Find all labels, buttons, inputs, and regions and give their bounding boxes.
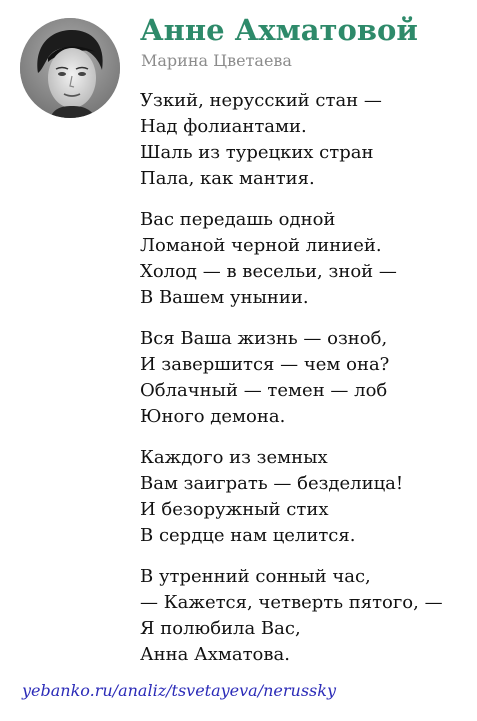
portrait-photo-icon xyxy=(20,18,120,118)
poem-line: Пала, как мантия. xyxy=(140,168,315,189)
poem-line: И безоружный стих xyxy=(140,499,329,520)
poem-stanza xyxy=(140,207,470,311)
poem-stanza xyxy=(140,564,470,668)
poem-stanza xyxy=(140,445,470,549)
poem-line: Юного демона. xyxy=(140,406,286,427)
poem-line: Над фолиантами. xyxy=(140,116,307,137)
poem-line: Холод — в весельи, зной — xyxy=(140,261,397,282)
poem-line: В сердце нам целится. xyxy=(140,525,356,546)
poem-line: Я полюбила Вас, xyxy=(140,618,301,639)
poem-line: В утренний сонный час, xyxy=(140,566,371,587)
poem-body xyxy=(140,88,470,683)
poem-line: В Вашем унынии. xyxy=(140,287,309,308)
poem-line: Облачный — темен — лоб xyxy=(140,380,388,401)
poem-line: Вам заиграть — безделица! xyxy=(140,473,404,494)
poem-line: Вся Ваша жизнь — озноб, xyxy=(140,328,388,349)
poem-author: Марина Цветаева xyxy=(141,51,292,70)
poem-line: И завершится — чем она? xyxy=(140,354,390,375)
poem-line: Ломаной черной линией. xyxy=(140,235,382,256)
poem-line: Анна Ахматова. xyxy=(140,644,290,665)
poem-line: Узкий, нерусский стан — xyxy=(140,90,382,111)
poem-line: Вас передашь одной xyxy=(140,209,336,230)
poem-title: Анне Ахматовой xyxy=(140,13,418,47)
poem-line: Шаль из турецких стран xyxy=(140,142,374,163)
author-portrait xyxy=(20,18,120,118)
poem-line: Каждого из земных xyxy=(140,447,328,468)
source-link[interactable]: yebanko.ru/analiz/tsvetayeva/nerussky xyxy=(22,681,336,700)
poem-line: — Кажется, четверть пятого, — xyxy=(140,592,443,613)
poem-stanza xyxy=(140,326,470,430)
poem-stanza xyxy=(140,88,470,192)
